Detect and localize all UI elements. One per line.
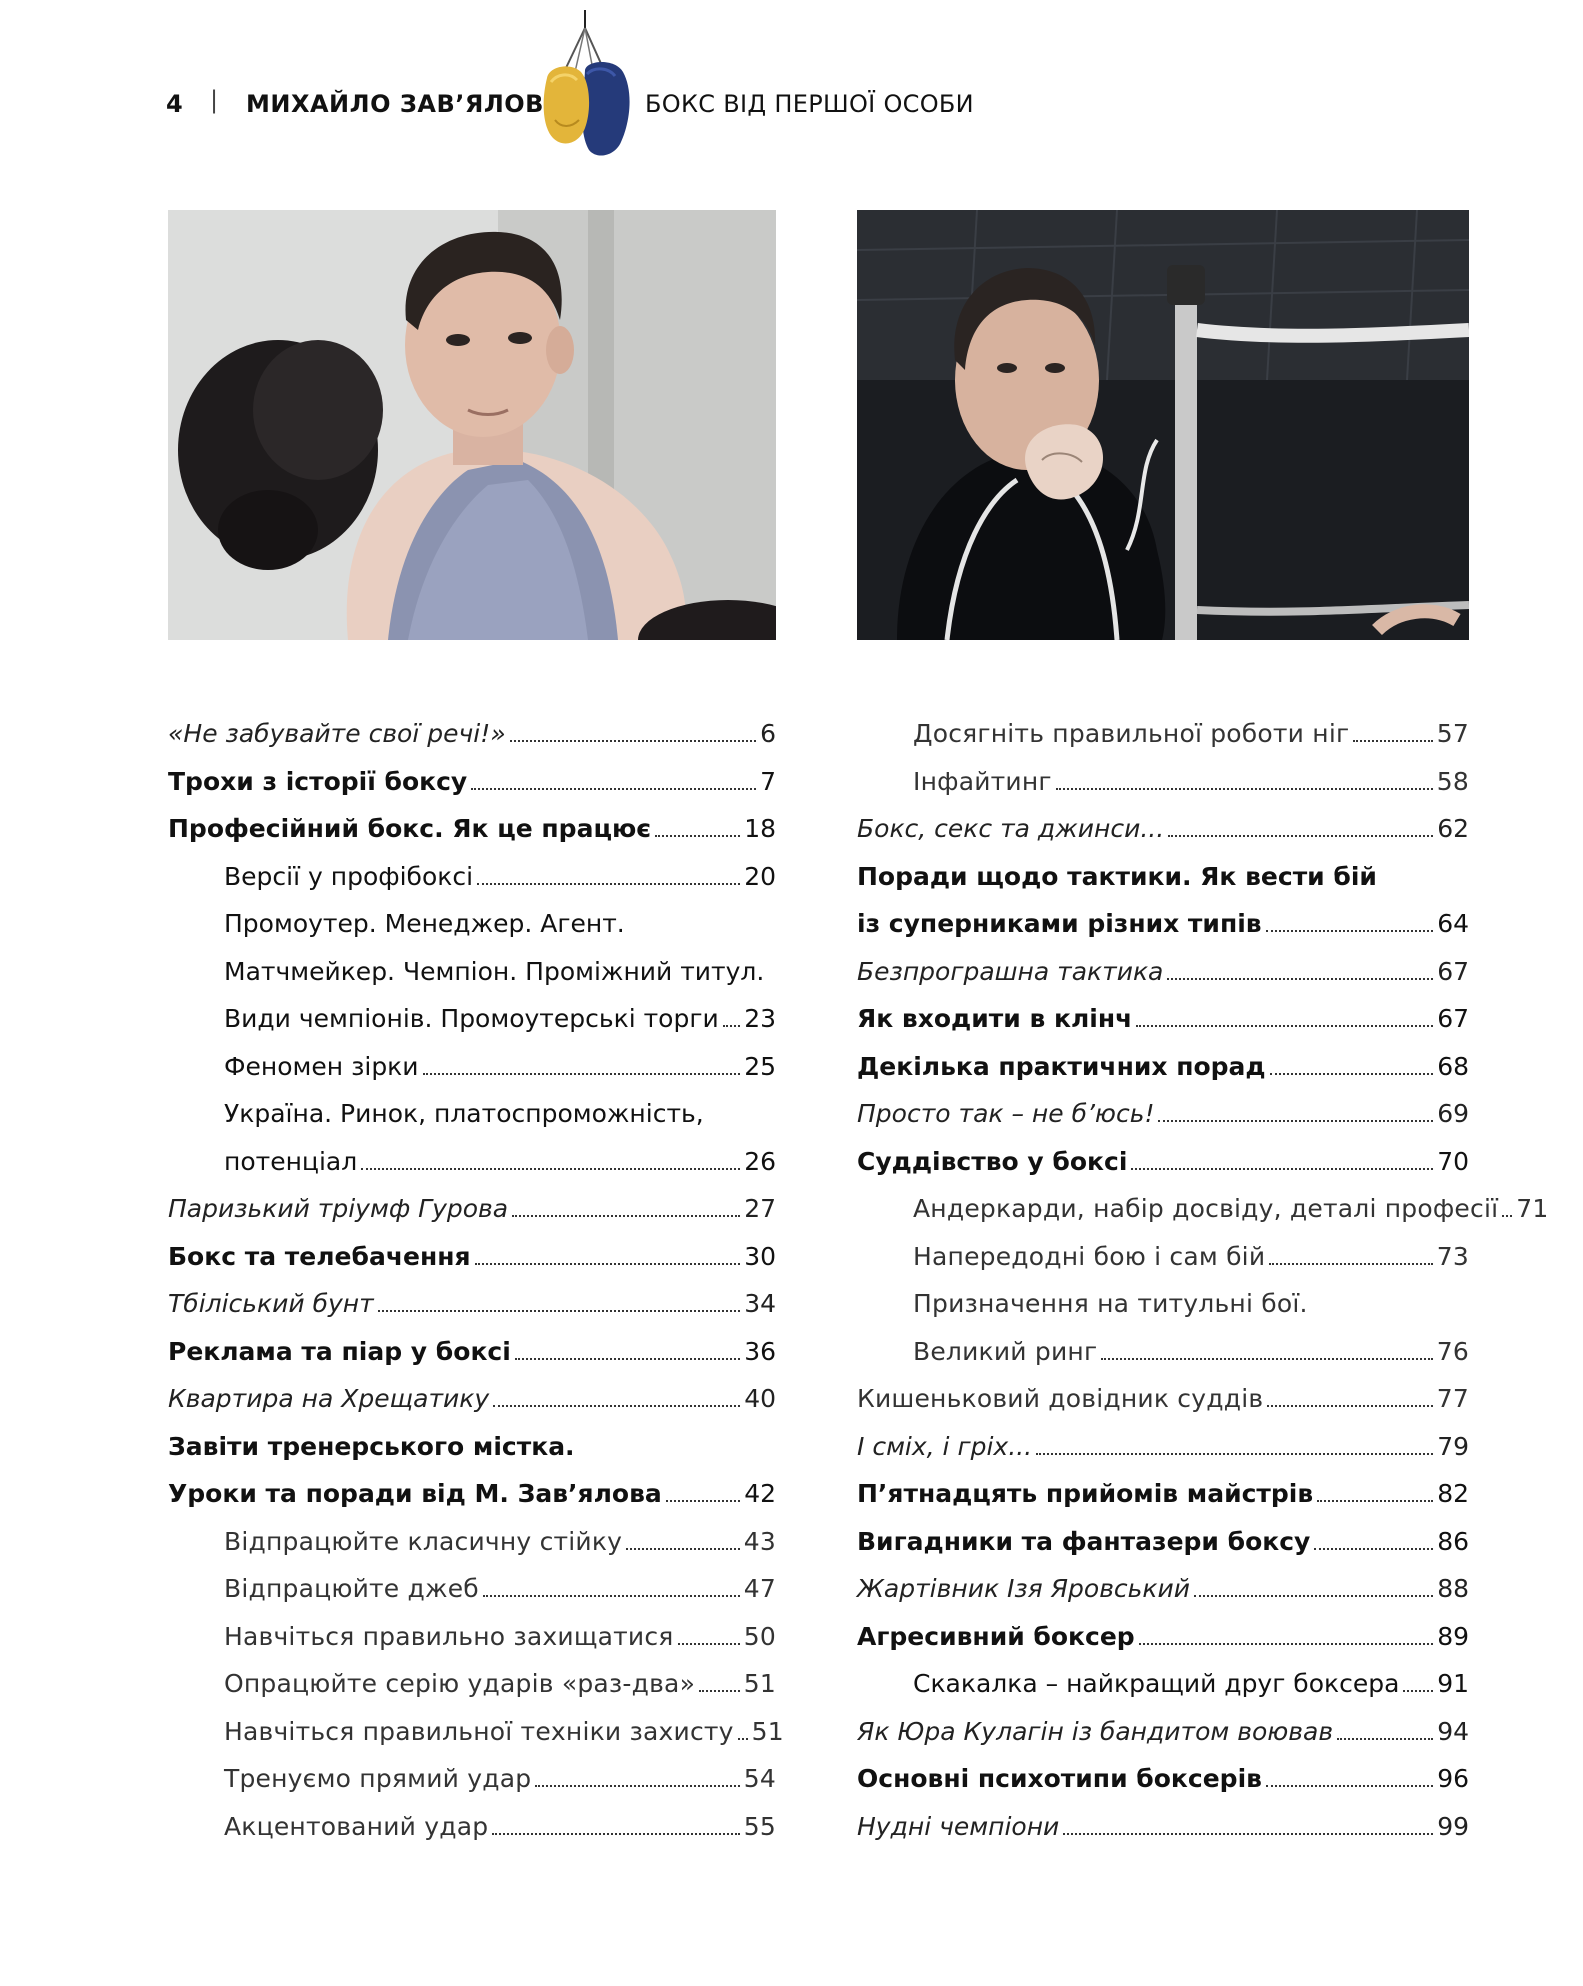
toc-entry-page: 91 bbox=[1437, 1669, 1469, 1698]
toc-entry-title: Великий ринг bbox=[913, 1336, 1098, 1366]
author-name: МИХАЙЛО ЗАВ’ЯЛОВ bbox=[246, 90, 544, 118]
toc-leader-dots bbox=[471, 788, 756, 790]
photo-coach-ringside bbox=[857, 210, 1469, 640]
toc-entry-title: Навчіться правильно захищатися bbox=[224, 1621, 674, 1651]
toc-entry-page: 47 bbox=[743, 1574, 776, 1603]
toc-leader-dots bbox=[1036, 1453, 1433, 1455]
toc-entry-title: Декілька практичних порад bbox=[857, 1051, 1266, 1081]
toc-entry bbox=[224, 1043, 776, 1083]
toc-leader-dots bbox=[512, 1215, 740, 1217]
toc-leader-dots bbox=[1266, 930, 1434, 932]
toc-leader-dots bbox=[510, 740, 756, 742]
toc-entry-title: Кишеньковий довідник суддів bbox=[857, 1384, 1264, 1413]
toc-leader-dots bbox=[655, 835, 740, 837]
toc-entry-page: 43 bbox=[743, 1526, 776, 1556]
toc-leader-dots bbox=[1403, 1690, 1433, 1692]
toc-entry-page: 40 bbox=[744, 1384, 776, 1413]
toc-leader-dots bbox=[1101, 1358, 1432, 1360]
toc-entry-title: Види чемпіонів. Промоутерські торги bbox=[224, 1004, 719, 1033]
toc-leader-dots bbox=[483, 1595, 740, 1597]
toc-leader-dots bbox=[1139, 1643, 1433, 1645]
toc-entry-page: 25 bbox=[744, 1051, 776, 1081]
toc-leader-dots bbox=[1194, 1595, 1433, 1597]
toc-entry-title: Реклама та піар у боксі bbox=[168, 1336, 511, 1366]
toc-entry-title: Основні психотипи боксерів bbox=[857, 1764, 1262, 1793]
toc-leader-dots bbox=[493, 1405, 740, 1407]
toc-entry-page: 58 bbox=[1436, 766, 1469, 796]
toc-leader-dots bbox=[477, 883, 740, 885]
toc-entry bbox=[913, 1280, 1469, 1320]
toc-entry bbox=[168, 1280, 776, 1320]
toc-entry bbox=[224, 1138, 776, 1178]
toc-entry-title: Акцентований удар bbox=[224, 1811, 489, 1841]
toc-entry bbox=[224, 1518, 776, 1558]
toc-entry-title: Україна. Ринок, платоспроможність, bbox=[224, 1099, 704, 1128]
toc-entry-title: Суддівство у боксі bbox=[857, 1146, 1128, 1176]
toc-entry-title: Навчіться правильної техніки захисту bbox=[224, 1716, 734, 1746]
toc-entry-page: 73 bbox=[1436, 1241, 1469, 1271]
toc-entry-title: Призначення на титульні бої. bbox=[913, 1289, 1308, 1318]
toc-leader-dots bbox=[1269, 1263, 1433, 1265]
toc-entry bbox=[168, 1423, 776, 1463]
toc-entry bbox=[857, 1565, 1469, 1605]
toc-entry bbox=[857, 1755, 1469, 1795]
toc-entry bbox=[168, 1375, 776, 1415]
toc-entry bbox=[913, 758, 1469, 798]
toc-entry bbox=[857, 1470, 1469, 1510]
toc-entry-title: Напередодні бою і сам бій bbox=[913, 1241, 1266, 1271]
toc-leader-dots bbox=[475, 1263, 741, 1265]
toc-entry-page: 94 bbox=[1437, 1716, 1469, 1746]
toc-entry-page: 54 bbox=[743, 1764, 776, 1793]
toc-entry-title: Відпрацюйте джеб bbox=[224, 1574, 479, 1603]
toc-leader-dots bbox=[1063, 1833, 1433, 1835]
toc-entry bbox=[913, 710, 1469, 750]
toc-leader-dots bbox=[666, 1500, 740, 1502]
toc-entry bbox=[168, 1233, 776, 1273]
toc-entry-title: Тренуємо прямий удар bbox=[224, 1764, 532, 1793]
toc-entry bbox=[168, 805, 776, 845]
toc-entry bbox=[224, 1613, 776, 1653]
toc-leader-dots bbox=[678, 1643, 740, 1645]
toc-entry bbox=[857, 1518, 1469, 1558]
toc-entry-title: Досягніть правильної роботи ніг bbox=[913, 719, 1350, 748]
toc-leader-dots bbox=[626, 1548, 740, 1550]
toc-leader-dots bbox=[423, 1073, 741, 1075]
toc-entry-page: 67 bbox=[1437, 956, 1469, 986]
toc-entry-title: «Не забувайте свої речі!» bbox=[168, 719, 506, 748]
toc-entry-title: Бокс та телебачення bbox=[168, 1241, 471, 1271]
toc-entry-title: Уроки та поради від М. Зав’ялова bbox=[168, 1479, 662, 1508]
toc-entry bbox=[913, 1185, 1549, 1225]
toc-entry bbox=[168, 758, 776, 798]
toc-leader-dots bbox=[535, 1785, 739, 1787]
toc-entry-title: Бокс, секс та джинси... bbox=[857, 814, 1165, 843]
toc-entry bbox=[168, 710, 776, 750]
toc-entry-title: Скакалка – найкращий друг боксера bbox=[913, 1669, 1400, 1698]
toc-entry-page: 99 bbox=[1437, 1811, 1469, 1841]
toc-entry-title: Андеркарди, набір досвіду, деталі професії bbox=[913, 1194, 1499, 1223]
toc-entry-title: І сміх, і гріх... bbox=[857, 1431, 1033, 1461]
page-header bbox=[0, 0, 1583, 150]
toc-entry-page: 34 bbox=[744, 1289, 776, 1318]
toc-entry-title: Просто так – не б’юсь! bbox=[857, 1099, 1155, 1128]
toc-entry bbox=[857, 853, 1469, 893]
toc-entry-page: 7 bbox=[760, 766, 776, 796]
toc-entry-page: 86 bbox=[1437, 1526, 1469, 1556]
toc-entry-title: Професійний бокс. Як це працює bbox=[168, 814, 652, 843]
toc-entry-page: 18 bbox=[744, 814, 776, 843]
toc-entry-title: Трохи з історії боксу bbox=[168, 766, 468, 796]
toc-leader-dots bbox=[361, 1168, 740, 1170]
toc-entry-page: 55 bbox=[743, 1811, 776, 1841]
toc-entry bbox=[224, 1660, 776, 1700]
toc-entry-title: Тбіліський бунт bbox=[168, 1289, 374, 1318]
toc-entry bbox=[857, 1803, 1469, 1843]
toc-leader-dots bbox=[1314, 1548, 1433, 1550]
toc-entry bbox=[857, 1613, 1469, 1653]
toc-entry-page: 50 bbox=[743, 1621, 776, 1651]
toc-entry-title: Інфайтинг bbox=[913, 766, 1052, 796]
toc-entry bbox=[224, 1565, 776, 1605]
toc-entry-title: Паризький тріумф Гурова bbox=[168, 1194, 509, 1223]
toc-entry-title: Нудні чемпіони bbox=[857, 1811, 1060, 1841]
toc-leader-dots bbox=[1337, 1738, 1433, 1740]
toc-entry-page: 79 bbox=[1437, 1431, 1469, 1461]
toc-entry-page: 88 bbox=[1437, 1574, 1469, 1603]
toc-entry-page: 71 bbox=[1516, 1194, 1549, 1223]
toc-entry-title: Квартира на Хрещатику bbox=[168, 1384, 490, 1413]
toc-entry-title: Відпрацюйте класичну стійку bbox=[224, 1526, 623, 1556]
toc-entry-page: 6 bbox=[760, 719, 776, 748]
toc-entry bbox=[857, 1090, 1469, 1130]
header-separator: | bbox=[210, 86, 219, 114]
toc-entry bbox=[224, 948, 776, 988]
toc-entry bbox=[224, 1708, 784, 1748]
toc-leader-dots bbox=[1353, 740, 1432, 742]
toc-entry bbox=[857, 1708, 1469, 1748]
toc-entry-page: 23 bbox=[744, 1004, 776, 1033]
toc-entry-title: Матчмейкер. Чемпіон. Проміжний титул. bbox=[224, 956, 765, 986]
toc-entry bbox=[168, 1328, 776, 1368]
toc-entry bbox=[224, 900, 776, 940]
toc-column-right bbox=[857, 710, 1549, 1850]
toc-entry-page: 27 bbox=[744, 1194, 776, 1223]
toc-entry-page: 70 bbox=[1437, 1146, 1469, 1176]
toc-entry-title: потенціал bbox=[224, 1146, 358, 1176]
page-number: 4 bbox=[166, 90, 183, 118]
toc-entry-title: Жартівник Ізя Яровський bbox=[857, 1574, 1190, 1603]
toc-entry bbox=[168, 1470, 776, 1510]
toc-entry-title: із суперниками різних типів bbox=[857, 909, 1262, 938]
toc-leader-dots bbox=[515, 1358, 740, 1360]
toc-entry-title: Феномен зірки bbox=[224, 1051, 419, 1081]
toc-entry bbox=[224, 1803, 776, 1843]
toc-leader-dots bbox=[1167, 978, 1433, 980]
toc-leader-dots bbox=[1270, 1073, 1434, 1075]
toc-leader-dots bbox=[1317, 1500, 1433, 1502]
boxing-gloves-icon bbox=[535, 10, 635, 170]
toc-leader-dots bbox=[378, 1310, 740, 1312]
toc-entry-page: 89 bbox=[1437, 1621, 1469, 1651]
toc-entry-title: Завіти тренерського містка. bbox=[168, 1431, 575, 1461]
toc-entry-page: 57 bbox=[1436, 719, 1469, 748]
toc-entry bbox=[224, 1090, 776, 1130]
toc-leader-dots bbox=[1502, 1215, 1512, 1217]
toc-entry-page: 20 bbox=[744, 861, 776, 891]
toc-entry bbox=[913, 1328, 1469, 1368]
toc-entry-title: П’ятнадцять прийомів майстрів bbox=[857, 1479, 1314, 1508]
toc-entry bbox=[224, 1755, 776, 1795]
toc-leader-dots bbox=[492, 1833, 739, 1835]
toc-leader-dots bbox=[1136, 1025, 1433, 1027]
toc-entry bbox=[913, 1660, 1469, 1700]
toc-leader-dots bbox=[723, 1025, 740, 1027]
toc-entry bbox=[857, 1138, 1469, 1178]
book-title: БОКС ВІД ПЕРШОЇ ОСОБИ bbox=[645, 90, 974, 118]
toc-entry bbox=[857, 805, 1469, 845]
toc-entry bbox=[913, 1233, 1469, 1273]
toc-entry-page: 30 bbox=[744, 1241, 776, 1271]
toc-entry bbox=[857, 948, 1469, 988]
toc-entry bbox=[168, 1185, 776, 1225]
toc-entry-page: 64 bbox=[1437, 909, 1469, 938]
toc-entry bbox=[857, 1043, 1469, 1083]
toc-entry-page: 82 bbox=[1437, 1479, 1469, 1508]
toc-leader-dots bbox=[699, 1690, 740, 1692]
photo-young-boxer bbox=[168, 210, 776, 640]
toc-entry bbox=[224, 995, 776, 1035]
toc-column-left bbox=[168, 710, 784, 1850]
toc-entry-title: Поради щодо тактики. Як вести бій bbox=[857, 861, 1377, 891]
toc-entry-title: Вигадники та фантазери боксу bbox=[857, 1526, 1311, 1556]
toc-entry-title: Версії у профібоксі bbox=[224, 861, 474, 891]
toc-leader-dots bbox=[1131, 1168, 1433, 1170]
toc-entry bbox=[857, 1375, 1469, 1415]
toc-entry-title: Агресивний боксер bbox=[857, 1621, 1135, 1651]
toc-leader-dots bbox=[1168, 835, 1433, 837]
toc-entry-page: 68 bbox=[1437, 1051, 1469, 1081]
toc-entry-page: 51 bbox=[751, 1716, 784, 1746]
toc-entry-title: Як Юра Кулагін із бандитом воював bbox=[857, 1716, 1334, 1746]
toc-entry-page: 69 bbox=[1437, 1099, 1469, 1128]
toc-entry-page: 96 bbox=[1437, 1764, 1469, 1793]
toc-entry-title: Промоутер. Менеджер. Агент. bbox=[224, 909, 625, 938]
toc-entry-page: 62 bbox=[1437, 814, 1469, 843]
toc-leader-dots bbox=[1266, 1785, 1433, 1787]
toc-entry-page: 42 bbox=[744, 1479, 776, 1508]
toc-entry-title: Як входити в клінч bbox=[857, 1004, 1133, 1033]
toc-entry-title: Опрацюйте серію ударів «раз-два» bbox=[224, 1669, 696, 1698]
toc-entry-page: 76 bbox=[1436, 1336, 1469, 1366]
toc-entry bbox=[857, 900, 1469, 940]
toc-leader-dots bbox=[1158, 1120, 1433, 1122]
toc-entry-title: Безпрограшна тактика bbox=[857, 956, 1164, 986]
toc-entry-page: 51 bbox=[743, 1669, 776, 1698]
toc-leader-dots bbox=[738, 1738, 748, 1740]
toc-entry bbox=[224, 853, 776, 893]
toc-entry-page: 67 bbox=[1437, 1004, 1469, 1033]
toc-entry bbox=[857, 995, 1469, 1035]
toc-entry-page: 77 bbox=[1436, 1384, 1469, 1413]
toc-leader-dots bbox=[1056, 788, 1433, 790]
toc-entry-page: 26 bbox=[744, 1146, 776, 1176]
toc-leader-dots bbox=[1267, 1405, 1433, 1407]
toc-entry bbox=[857, 1423, 1469, 1463]
toc-entry-page: 36 bbox=[744, 1336, 776, 1366]
